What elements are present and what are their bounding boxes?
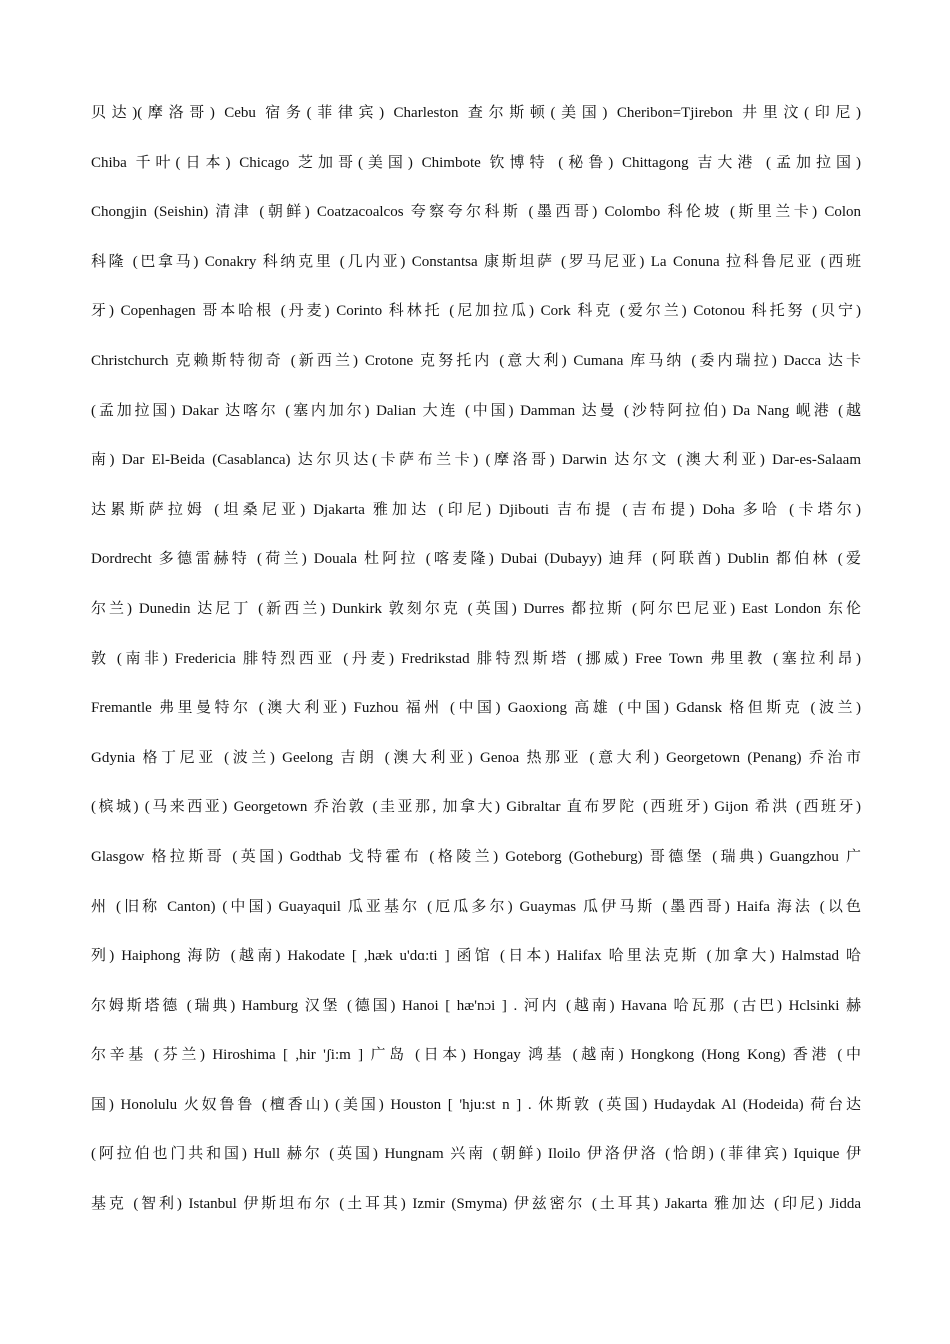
text-line: Glasgow 格拉斯哥 (英国) Godthab 戈特霍布 (格陵兰) Goteborg (Gotheburg) 哥德堡 (瑞典) Guangzhou 广: [91, 848, 861, 865]
text-line: 贝达)(摩洛哥) Cebu 宿务(菲律宾) Charleston 查尔斯顿(美国) Cheribon=Tjirebon 井里汶(印尼): [91, 105, 861, 121]
text-line: Gdynia 格丁尼亚 (波兰) Geelong 吉朗 (澳大利亚) Genoa 热那亚 (意大利) Georgetown (Penang) 乔治市: [91, 749, 861, 766]
text-line: 达累斯萨拉姆 (坦桑尼亚) Djakarta 雅加达 (印尼) Djibouti 吉布提 (吉布提) Doha 多哈 (卡塔尔): [91, 501, 861, 518]
text-line: 科隆 (巴拿马) Conakry 科纳克里 (几内亚) Constantsa 康斯坦萨 (罗马尼亚) La Conuna 拉科鲁尼亚 (西班: [91, 253, 861, 270]
text-line: 尔兰) Dunedin 达尼丁 (新西兰) Dunkirk 敦刻尔克 (英国) Durres 都拉斯 (阿尔巴尼亚) East London 东伦: [91, 600, 861, 617]
text-line: Christchurch 克赖斯特彻奇 (新西兰) Crotone 克努托内 (意大利) Cumana 库马纳 (委内瑞拉) Dacca 达卡: [91, 352, 861, 369]
body-text: [91, 89, 861, 1230]
text-line: Chongjin (Seishin) 清津 (朝鲜) Coatzacoalcos 夸察夸尔科斯 (墨西哥) Colombo 科伦坡 (斯里兰卡) Colon: [91, 204, 861, 221]
text-line: Dordrecht 多德雷赫特 (荷兰) Douala 杜阿拉 (喀麦隆) Dubai (Dubayy) 迪拜 (阿联酋) Dublin 都伯林 (爱: [91, 551, 861, 568]
text-line: (孟加拉国) Dakar 达喀尔 (塞内加尔) Dalian 大连 (中国) Damman 达曼 (沙特阿拉伯) Da Nang 岘港 (越: [91, 402, 861, 419]
text-line: 尔辛基 (芬兰) Hiroshima [ ,hir 'ʃi:m ] 广岛 (日本) Hongay 鸿基 (越南) Hongkong (Hong Kong) 香港 (中: [91, 1047, 861, 1064]
text-line: (阿拉伯也门共和国) Hull 赫尔 (英国) Hungnam 兴南 (朝鲜) Iloilo 伊洛伊洛 (恰朗) (菲律宾) Iquique 伊: [91, 1146, 861, 1163]
text-line: Fremantle 弗里曼特尔 (澳大利亚) Fuzhou 福州 (中国) Gaoxiong 高雄 (中国) Gdansk 格但斯克 (波兰): [91, 700, 861, 717]
text-line: 州 (旧称 Canton) (中国) Guayaquil 瓜亚基尔 (厄瓜多尔) Guaymas 瓜伊马斯 (墨西哥) Haifa 海法 (以色: [91, 898, 861, 915]
text-line: 牙) Copenhagen 哥本哈根 (丹麦) Corinto 科林托 (尼加拉瓜) Cork 科克 (爱尔兰) Cotonou 科托努 (贝宁): [91, 303, 861, 320]
text-line: 国) Honolulu 火奴鲁鲁 (檀香山) (美国) Houston [ 'hju:st n ] . 休斯敦 (英国) Hudaydak Al (Hodeida) 荷台达: [91, 1096, 861, 1113]
text-line: (槟城) (马来西亚) Georgetown 乔治敦 (圭亚那, 加拿大) Gibraltar 直布罗陀 (西班牙) Gijon 希洪 (西班牙): [91, 799, 861, 816]
text-line: 敦 (南非) Fredericia 腓特烈西亚 (丹麦) Fredrikstad 腓特烈斯塔 (挪威) Free Town 弗里教 (塞拉利昂): [91, 650, 861, 667]
text-line: Chiba 千叶(日本) Chicago 芝加哥(美国) Chimbote 钦博特 (秘鲁) Chittagong 吉大港 (孟加拉国): [91, 154, 861, 171]
text-line: 南) Dar El-Beida (Casablanca) 达尔贝达(卡萨布兰卡) (摩洛哥) Darwin 达尔文 (澳大利亚) Dar-es-Salaam: [91, 452, 861, 469]
text-line: 列) Haiphong 海防 (越南) Hakodate [ ,hæk u'dɑ:ti ] 函馆 (日本) Halifax 哈里法克斯 (加拿大) Halmstad 哈: [91, 948, 861, 965]
text-line: 基克 (智利) Istanbul 伊斯坦布尔 (土耳其) Izmir (Smyma) 伊兹密尔 (土耳其) Jakarta 雅加达 (印尼) Jidda: [91, 1196, 861, 1213]
text-line: 尔姆斯塔德 (瑞典) Hamburg 汉堡 (德国) Hanoi [ hæ'nɔi ] . 河内 (越南) Havana 哈瓦那 (古巴) Hclsinki 赫: [91, 997, 861, 1014]
